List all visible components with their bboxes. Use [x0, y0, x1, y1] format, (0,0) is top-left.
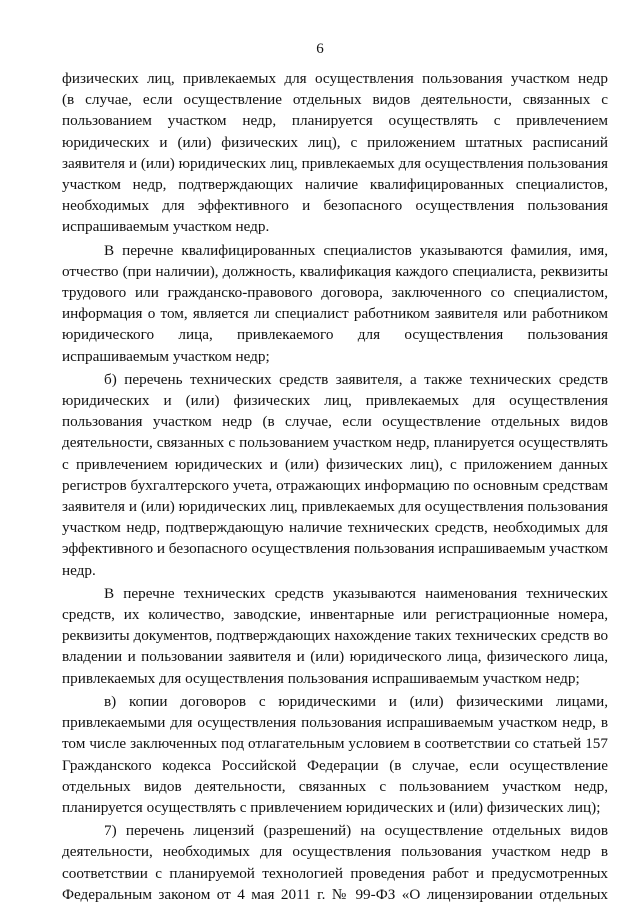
text-line: недр. — [62, 561, 96, 579]
text-line: эффективного и безопасного осуществления пользования испрашиваемым участком — [62, 540, 608, 558]
text-line: пользованием участком недр, планируется осуществлять с привлечением — [62, 112, 608, 130]
text-line: участком недр, подтверждающую наличие технических средств, необходимых для — [62, 519, 608, 537]
text-line: заявителя и (или) юридических лиц, привлекаемых для осуществления пользования — [62, 498, 608, 516]
text-line: Федеральным законом от 4 мая 2011 г. № 99-ФЗ «О лицензировании отдельных — [62, 885, 608, 903]
text-line: отчество (при наличии), должность, квалификация каждого специалиста, реквизиты — [62, 262, 608, 280]
page-number: 6 — [316, 41, 324, 57]
text-line: деятельности, связанных с пользованием участком недр, планируется осуществлять — [62, 434, 608, 452]
text-line: привлекаемых для осуществления пользования испрашиваемым участком недр; — [62, 669, 580, 687]
paragraph-6 — [62, 820, 608, 905]
paragraph-5 — [62, 691, 608, 818]
text-line: участком недр, подтверждающих наличие квалифицированных специалистов, — [62, 176, 608, 194]
text-line: испрашиваемым участком недр; — [62, 347, 270, 365]
text-line: Гражданского кодекса Российской Федерации (в случае, если осуществление — [62, 756, 608, 774]
text-line: заявителя и (или) юридических лиц, привлекаемых для осуществления пользования — [62, 154, 608, 172]
text-line: регистров бухгалтерского учета, отражающих информацию по основным средствам — [62, 476, 608, 494]
text-line: отдельных видов деятельности, связанных с пользованием участком недр, — [62, 777, 608, 795]
text-line: юридических и (или) физических лиц), с приложением штатных расписаний — [62, 133, 608, 151]
text-line: испрашиваемым участком недр. — [62, 218, 270, 236]
paragraph-2 — [62, 240, 608, 367]
text-line: владении и пользовании заявителя и (или) юридического лица, физического лица, — [62, 648, 608, 666]
text-line: 7) перечень лицензий (разрешений) на осуществление отдельных видов — [104, 822, 608, 840]
text-line: планируется осуществлять с привлечением юридических и (или) физических лиц); — [62, 798, 601, 816]
text-line: привлекаемыми для осуществления пользования испрашиваемым участком недр, в — [62, 714, 608, 732]
text-line: том числе заключенных под отлагательным условием в соответствии со статьей 157 — [62, 735, 608, 753]
text-line: трудового или гражданско-правового договора, заключенного со специалистом, — [62, 284, 608, 302]
text-line: (в случае, если осуществление отдельных видов деятельности, связанных с — [62, 91, 608, 109]
text-line: средств, их количество, заводские, инвентарные или регистрационные номера, — [62, 606, 608, 624]
text-line: В перечне квалифицированных специалистов указываются фамилия, имя, — [104, 241, 608, 259]
document-body — [62, 68, 608, 905]
text-line: юридических и (или) физических лиц, привлекаемых для осуществления — [62, 392, 608, 410]
text-line: В перечне технических средств указываются наименования технических — [104, 584, 608, 602]
text-line: пользования участком недр (в случае, если осуществление отдельных видов — [62, 413, 608, 431]
text-line: необходимых для эффективного и безопасного осуществления пользования — [62, 197, 608, 215]
text-line: реквизиты документов, подтверждающих нахождение таких технических средств во — [62, 627, 608, 645]
text-line: физических лиц, привлекаемых для осуществления пользования участком недр — [62, 70, 608, 87]
text-line: деятельности, необходимых для осуществления пользования участком недр в — [62, 843, 608, 861]
text-line: с привлечением юридических и (или) физических лиц), с приложением данных — [62, 455, 608, 473]
text-line: б) перечень технических средств заявителя, а также технических средств — [104, 370, 608, 388]
paragraph-1 — [62, 68, 608, 238]
text-line: информация о том, является ли специалист работником заявителя или работником — [62, 305, 608, 323]
paragraph-4 — [62, 583, 608, 689]
paragraph-3 — [62, 369, 608, 581]
text-line: в) копии договоров с юридическими и (или) физическими лицами, — [104, 692, 608, 710]
text-line: юридического лица, привлекаемого для осуществления пользования — [62, 326, 608, 344]
text-line: соответствии с планируемой технологией проведения работ и предусмотренных — [62, 864, 608, 882]
